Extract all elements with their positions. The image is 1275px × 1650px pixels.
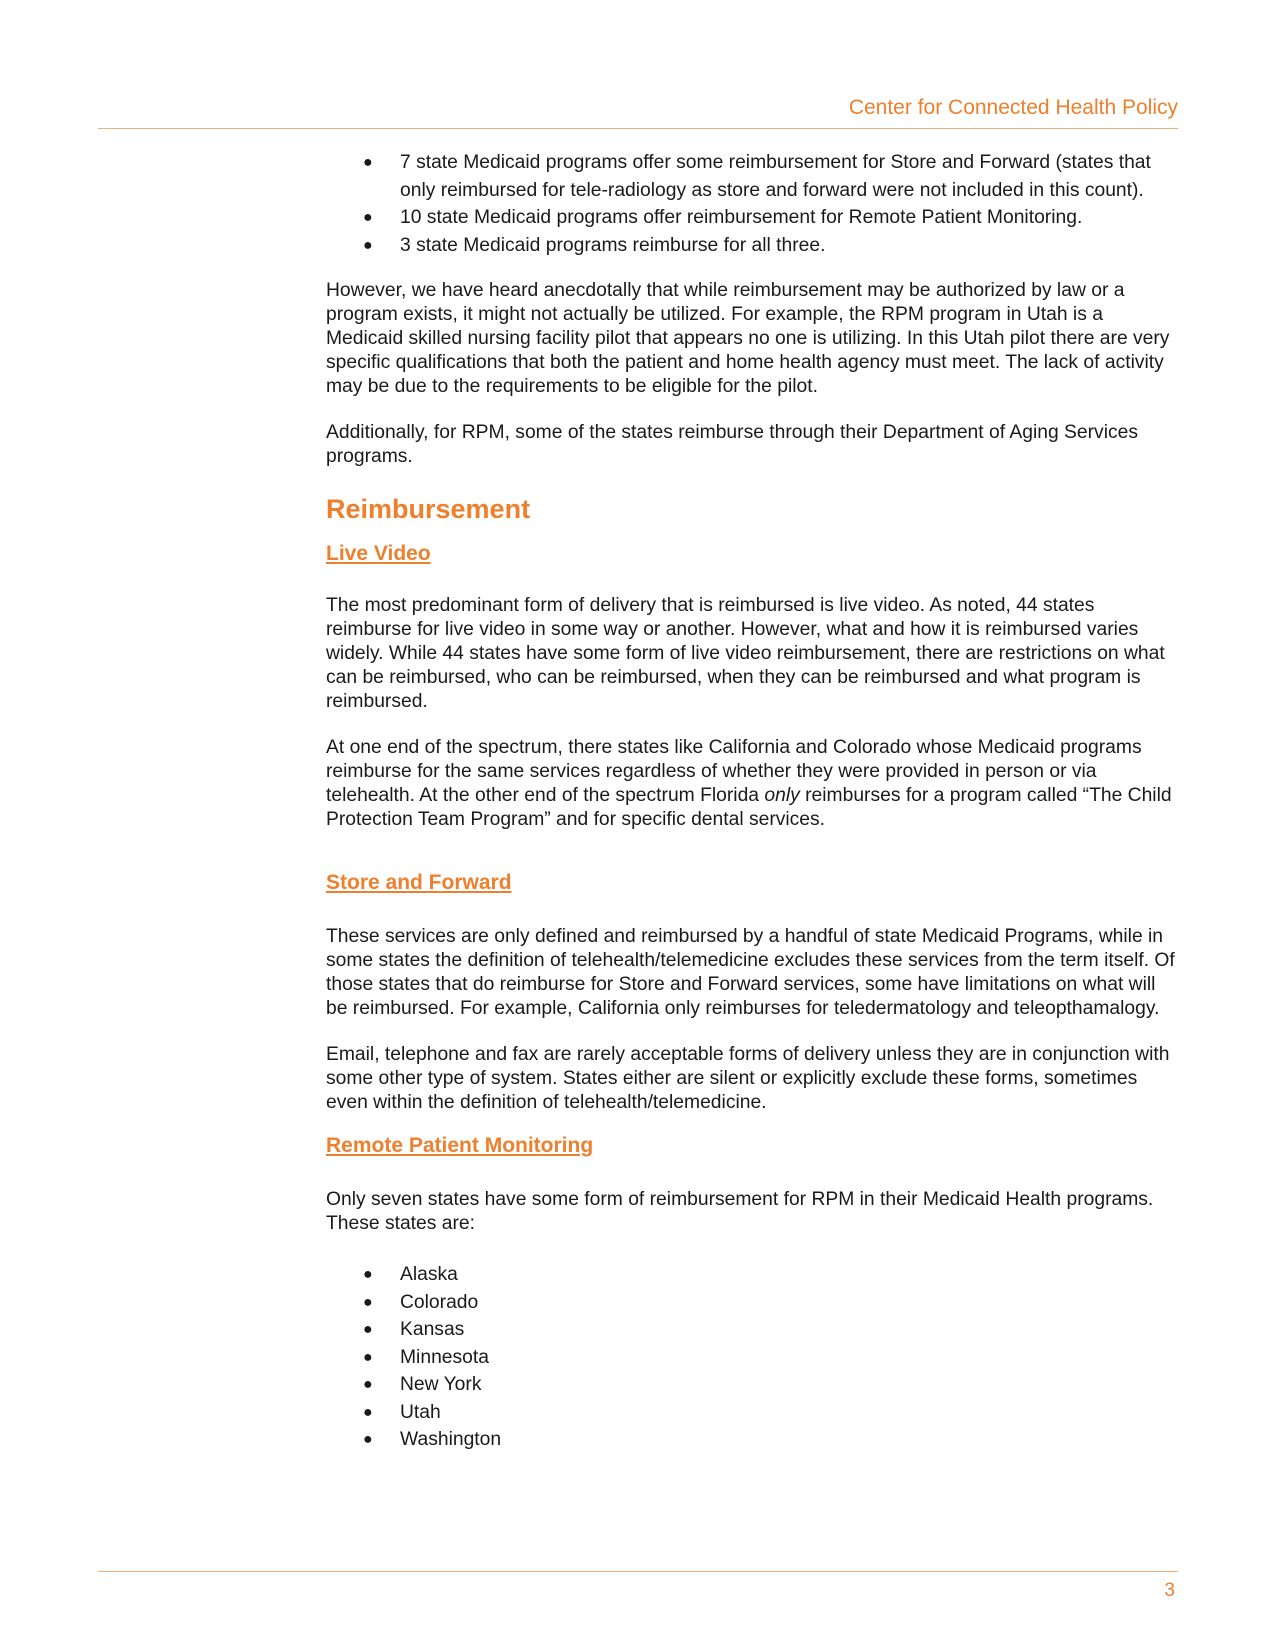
bullet-icon: ●: [363, 1403, 373, 1421]
bullet-icon: ●: [363, 236, 373, 254]
list-item: ● Colorado: [326, 1289, 1180, 1317]
paragraph-however: However, we have heard anecdotally that while reimbursement may be authorized by law or a program exists, it might not actually be utilized. For example, the RPM program in Utah is a Medicaid skilled nursing facility pilot that appears no one is utilizing. In this Utah pilot there are very specific qualifications that both the patient and home health agency must meet. The lack of activity may be due to the requirements to be eligible for the pilot.: [326, 280, 1170, 397]
subheading-store-and-forward: Store and Forward: [326, 871, 512, 894]
header-title: Center for Connected Health Policy: [848, 96, 1178, 119]
list-item: ● New York: [326, 1371, 1180, 1399]
bullet-icon: ●: [363, 1293, 373, 1311]
emphasis-only: only: [764, 785, 800, 806]
subheading-remote-patient-monitoring: Remote Patient Monitoring: [326, 1134, 594, 1157]
bullet-icon: ●: [363, 1266, 373, 1283]
list-item: ● 7 state Medicaid programs offer some reimbursement for Store and Forward (states that only reimbursed for tele-radiology as store and forward were not included in this count).: [326, 149, 1180, 204]
paragraph-rpm-1: Only seven states have some form of reimbursement for RPM in their Medicaid Health programs. These states are:: [326, 1189, 1154, 1234]
bullet-icon: ●: [363, 154, 373, 171]
rpm-states-list: [326, 1261, 1180, 1454]
bullet-icon: ●: [363, 1376, 373, 1393]
page-header: [98, 94, 1178, 129]
page-number: 3: [1164, 1580, 1175, 1601]
paragraph-store-forward-1: These services are only defined and reimbursed by a handful of state Medicaid Programs, while in some states the definition of telehealth/telemedicine excludes these services from the term itself. Of those states that do reimburse for Store and Forward services, some have limitations on what will be reimbursed. For example, California only reimburses for teledermatology and teleopthamalogy.: [326, 926, 1175, 1019]
bullet-icon: ●: [363, 209, 373, 226]
paragraph-live-video-1: The most predominant form of delivery that is reimbursed is live video. As noted, 44 states reimburse for live video in some way or another. However, what and how it is reimbursed varies widely. While 44 states have some form of live video reimbursement, there are restrictions on what can be reimbursed, who can be reimbursed, when they can be reimbursed and what program is reimbursed.: [326, 595, 1165, 712]
bullet-icon: ●: [363, 1348, 373, 1366]
bullet-icon: ●: [363, 1431, 373, 1448]
list-item: ● 3 state Medicaid programs reimburse for all three.: [326, 232, 1180, 260]
paragraph-additionally: Additionally, for RPM, some of the states reimburse through their Department of Aging Services programs.: [326, 422, 1138, 467]
bullet-icon: ●: [363, 1321, 373, 1338]
paragraph-store-forward-2: Email, telephone and fax are rarely acceptable forms of delivery unless they are in conjunction with some other type of system. States either are silent or explicitly exclude these forms, sometimes even within the definition of telehealth/telemedicine.: [326, 1044, 1170, 1113]
list-item: ● Utah: [326, 1399, 1180, 1427]
section-heading-reimbursement: Reimbursement: [326, 494, 531, 524]
list-item: ● 10 state Medicaid programs offer reimbursement for Remote Patient Monitoring.: [326, 204, 1180, 232]
paragraph-live-video-2: At one end of the spectrum, there states like California and Colorado whose Medicaid programs reimburse for the same services regardless of whether they were provided in person or via telehealth. At the other end of the spectrum Florida only reimburses for a program called “The Child Protection Team Program” and for specific dental services.: [326, 737, 1172, 830]
subheading-live-video: Live Video: [326, 542, 431, 565]
footer-divider: [98, 1571, 1178, 1572]
list-item: ● Alaska: [326, 1261, 1180, 1289]
list-item: ● Minnesota: [326, 1344, 1180, 1372]
list-item: ● Washington: [326, 1426, 1180, 1454]
list-item: ● Kansas: [326, 1316, 1180, 1344]
document-body: [326, 149, 1180, 1454]
intro-bullet-list: [326, 149, 1180, 259]
